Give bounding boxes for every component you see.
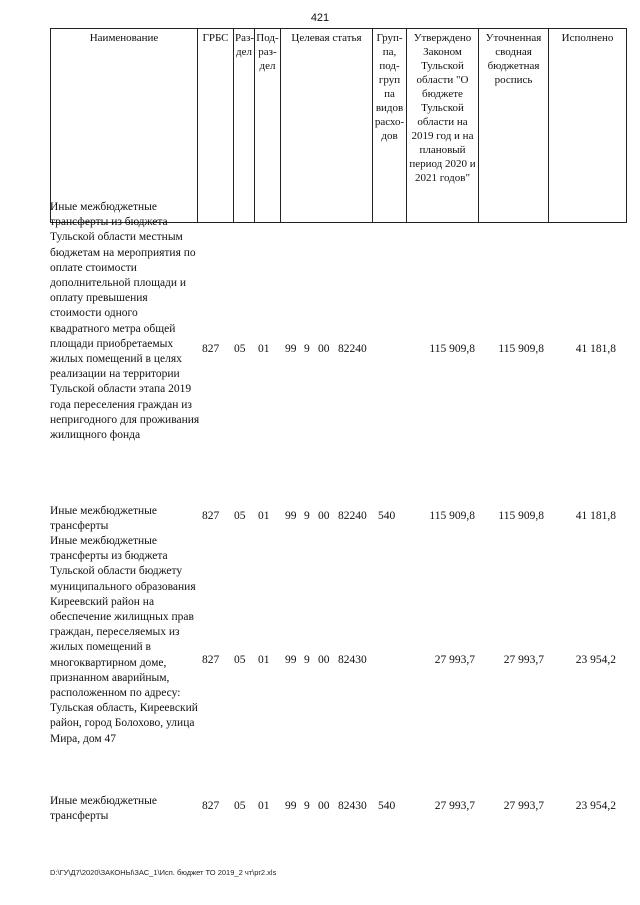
row-target-2: 9 xyxy=(304,343,310,355)
row-target-2: 9 xyxy=(304,800,310,812)
row-grbs: 827 xyxy=(202,510,220,522)
row-target-4: 82240 xyxy=(338,343,367,355)
file-path-footer: D:\ГУ\Д7\2020\ЗАКОНЫ\ЗАС_1\Исп. бюджет ТО 2019_2 чт\pr2.xls xyxy=(50,868,277,877)
row-name: Иные межбюджетные трансферты из бюджета Тульской области бюджету муниципального образования Киреевский район на обеспечение жилищных прав граждан, переселяемых из жилых помещений в многоквартирном доме, признанном аварийным, расположенном по адресу: Тульская область, Киреевский район, город Болохово, улица Мира, дом 47 xyxy=(50,535,198,745)
table-header xyxy=(50,28,626,223)
row-target-3: 00 xyxy=(318,800,330,812)
row-podrazdel: 01 xyxy=(258,654,270,666)
row-name: Иные межбюджетные трансферты xyxy=(50,795,157,823)
row-approved: 115 909,8 xyxy=(429,343,475,355)
header-name: Наименование xyxy=(51,29,198,223)
header-razdel: Раз-дел xyxy=(234,29,255,223)
row-executed: 23 954,2 xyxy=(575,654,616,666)
row-razdel: 05 xyxy=(234,510,246,522)
row-target-4: 82430 xyxy=(338,800,367,812)
page-number: 421 xyxy=(310,12,330,24)
row-target-2: 9 xyxy=(304,654,310,666)
row-target-3: 00 xyxy=(318,510,330,522)
row-group: 540 xyxy=(378,510,396,522)
row-grbs: 827 xyxy=(202,800,220,812)
row-approved: 27 993,7 xyxy=(434,654,475,666)
row-target-2: 9 xyxy=(304,510,310,522)
row-target-4: 82240 xyxy=(338,510,367,522)
header-group: Груп-па, под-груп па видов расхо-дов xyxy=(373,29,407,223)
header-executed: Исполнено xyxy=(549,29,627,223)
row-name: Иные межбюджетные трансферты из бюджета Тульской области местным бюджетам на мероприятия по оплате стоимости дополнительной площади и оплату превышения стоимости одного квадратного метра общей площади приобретаемых жилых помещений в целях реализации на территории Тульской области этапа 2019 года переселения граждан из непригодного для проживания жилищного фонда xyxy=(50,201,200,442)
header-refined: Уточненная сводная бюджетная роспись xyxy=(479,29,549,223)
row-grbs: 827 xyxy=(202,654,220,666)
row-refined: 115 909,8 xyxy=(498,510,544,522)
row-target-1: 99 xyxy=(285,800,297,812)
header-approved: Утверждено Законом Тульской области "О бюджете Тульской области на 2019 год и на плановый период 2020 и 2021 годов" xyxy=(407,29,479,223)
row-executed: 41 181,8 xyxy=(575,343,616,355)
row-executed: 23 954,2 xyxy=(575,800,616,812)
row-refined: 27 993,7 xyxy=(503,800,544,812)
row-target-3: 00 xyxy=(318,654,330,666)
row-approved: 27 993,7 xyxy=(434,800,475,812)
header-target: Целевая статья xyxy=(281,29,373,223)
row-razdel: 05 xyxy=(234,800,246,812)
row-razdel: 05 xyxy=(234,343,246,355)
row-approved: 115 909,8 xyxy=(429,510,475,522)
row-refined: 27 993,7 xyxy=(503,654,544,666)
row-name: Иные межбюджетные трансферты xyxy=(50,505,157,533)
row-group: 540 xyxy=(378,800,396,812)
row-razdel: 05 xyxy=(234,654,246,666)
row-target-4: 82430 xyxy=(338,654,367,666)
row-podrazdel: 01 xyxy=(258,510,270,522)
header-podrazdel: Под-раз-дел xyxy=(255,29,281,223)
row-podrazdel: 01 xyxy=(258,343,270,355)
row-target-3: 00 xyxy=(318,343,330,355)
row-podrazdel: 01 xyxy=(258,800,270,812)
row-grbs: 827 xyxy=(202,343,220,355)
row-target-1: 99 xyxy=(285,654,297,666)
row-refined: 115 909,8 xyxy=(498,343,544,355)
row-target-1: 99 xyxy=(285,510,297,522)
row-executed: 41 181,8 xyxy=(575,510,616,522)
row-target-1: 99 xyxy=(285,343,297,355)
header-grbs: ГРБС xyxy=(198,29,234,223)
